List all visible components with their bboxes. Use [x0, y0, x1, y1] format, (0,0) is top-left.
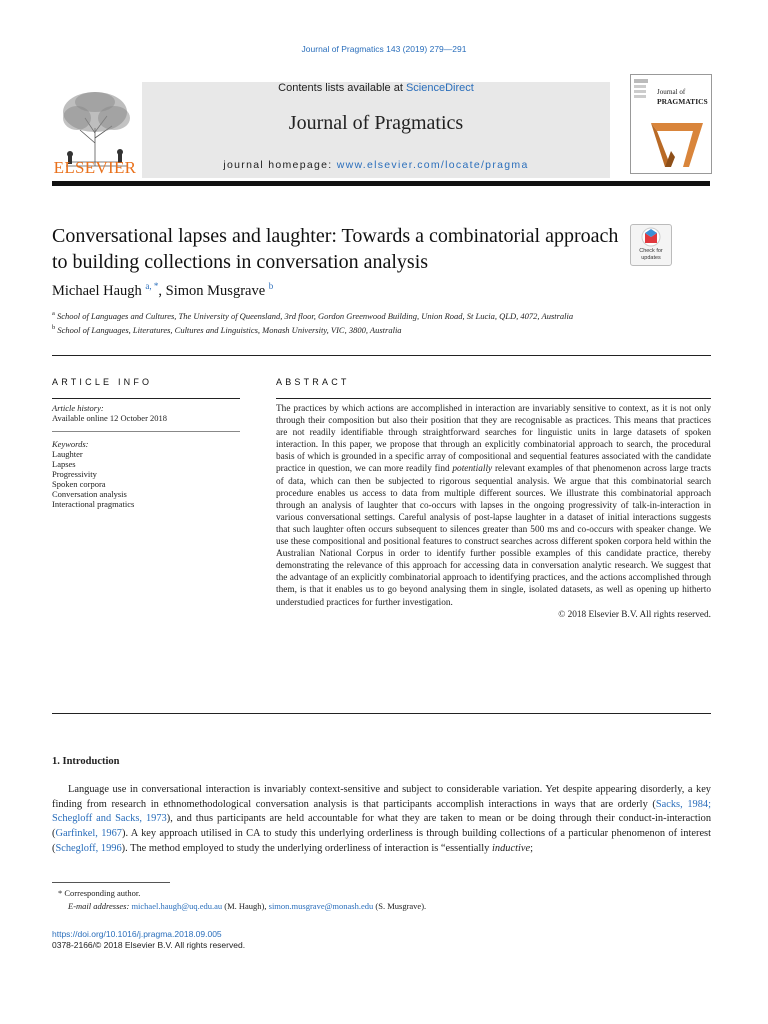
abstract-text-part: The practices by which actions are accomplished in interaction are invariably sensitive to context, as it is not only through their composition but also their position that they are recognisable as practices. This means that practices are not readily identifiable through straightforward searches for linguistic units in large datasets of spoken interaction. In this paper, we propose that through an explicitly combinatorial approach to search, the procedural basis of which is grounded in a specific array of compositional and sequential features associated with the candidate practice in question, we can more readily find: [276, 404, 711, 475]
intro-text-part: ), and thus participants are held accountable for what they are taken to mean or be doing through their conduct-in-interaction (: [52, 813, 712, 840]
intro-paragraph: [52, 783, 711, 857]
email-label: E-mail addresses:: [68, 901, 130, 911]
citation-link[interactable]: Sacks, 1984; Schegloff and Sacks, 1973: [52, 798, 711, 825]
abstract-heading: ABSTRACT: [276, 377, 350, 387]
keyword: Spoken corpora: [52, 479, 106, 489]
corresponding-author-note: [52, 887, 712, 900]
abstract-text-part: relevant examples of that phenomenon across large tracts of data, which can then be subjected to rigorous sequential analysis. We argue that this combinatorial search procedure enables us access to data from multiple different sources. We illustrate this combinatorial approach through an analysis of laughter that co-occurs with lapses in the ongoing progressivity of talk-in-interaction in various conversational settings. Careful analysis of post-lapse laughter in a dataset of initial interactions suggests that such laughter often occurs subsequent to silences greater than 500 ms and co-occurs with speaker change. We use these compositional and positional features to construct searches across different spoken corpora held within the Australian National Corpus in order to identify further possible examples of this candidate practice, thereby demonstrating the relevance of this approach for accessing data in conversation analytic research. We suggest that the advantage of an explicitly combinatorial approach to identifying practices, and the actions accomplished through them, is that it enables us to go beyond analysing them in single, isolated datasets, as well as opening up hitherto understudied practices for further investigation.: [276, 464, 711, 608]
email-link[interactable]: michael.haugh@uq.edu.au: [131, 901, 223, 911]
intro-emphasis: inductive: [491, 842, 531, 854]
history-label: Article history:: [52, 403, 104, 413]
author-affiliation-mark[interactable]: b: [268, 281, 274, 291]
check-for-updates-badge[interactable]: [630, 224, 672, 266]
author-list: [52, 281, 273, 300]
footnote-divider: [52, 882, 170, 883]
affiliation-text: School of Languages and Cultures, The University of Queensland, 3rd floor, Gordon Greenwood Building, Union Road, St Lucia, QLD, 4072, Australia: [57, 310, 574, 321]
citation-link[interactable]: Schegloff, 1996: [55, 842, 122, 854]
crossmark-line1: Check for: [639, 248, 663, 254]
divider: [52, 431, 240, 432]
footnote: [52, 887, 712, 913]
keyword: Progressivity: [52, 469, 97, 479]
citation-link[interactable]: Garfinkel, 1967: [55, 828, 122, 840]
contents-prefix: Contents lists available at: [278, 82, 406, 94]
intro-text-part: ;: [530, 842, 533, 854]
keyword: Interactional pragmatics: [52, 499, 135, 509]
sciencedirect-link[interactable]: ScienceDirect: [405, 82, 474, 94]
author-separator: ,: [158, 282, 166, 299]
email-owner: (M. Haugh),: [222, 901, 269, 911]
article-info: [52, 401, 240, 509]
email-line: [52, 900, 712, 913]
divider: [52, 398, 240, 399]
keyword: Lapses: [52, 459, 76, 469]
divider: [52, 355, 711, 356]
keyword: Laughter: [52, 449, 83, 459]
author-affiliation-mark[interactable]: a, *: [145, 281, 159, 291]
divider: [52, 713, 711, 714]
elsevier-wordmark: ELSEVIER: [53, 158, 137, 177]
keywords-label: Keywords:: [52, 439, 89, 449]
affiliation-item: [52, 322, 612, 336]
article-title: Conversational lapses and laughter: Towards a combinatorial approach to building collections in conversation analysis: [52, 225, 619, 273]
masthead-rule: [52, 181, 710, 186]
abstract-body: [276, 403, 711, 621]
contents-available-line: [142, 82, 610, 94]
section-heading: 1. Introduction: [52, 756, 120, 767]
cover-label-small: Journal of: [657, 88, 686, 96]
email-owner: (S. Musgrave).: [373, 901, 427, 911]
citation-link[interactable]: Journal of Pragmatics 143 (2019) 279—291: [301, 44, 467, 54]
doi-block: [52, 929, 245, 951]
doi-link[interactable]: https://doi.org/10.1016/j.pragma.2018.09.005: [52, 929, 222, 939]
journal-title: Journal of Pragmatics: [288, 112, 464, 134]
corresponding-label: Corresponding author.: [64, 888, 141, 898]
homepage-prefix: journal homepage:: [223, 159, 337, 171]
keyword: Conversation analysis: [52, 489, 127, 499]
intro-text-part: Language use in conversational interaction is invariably context-sensitive and subject to considerable variation. Yet despite appearing disorderly, a key finding from research in ethnomethodological conversation analysis is that participants accomplish interactions in ways that are orderly (: [52, 784, 711, 810]
divider: [276, 398, 711, 399]
affiliation-item: [52, 308, 612, 322]
abstract-copyright: © 2018 Elsevier B.V. All rights reserved.: [558, 609, 711, 620]
intro-text-part: ). The method employed to study the underlying orderliness of interaction is “essentially: [121, 842, 492, 854]
email-link[interactable]: simon.musgrave@monash.edu: [268, 901, 374, 911]
cover-label-big: PRAGMATICS: [657, 97, 708, 106]
crossmark-line2: updates: [641, 255, 661, 261]
homepage-link[interactable]: www.elsevier.com/locate/pragma: [336, 159, 529, 171]
affiliation-mark: a: [52, 310, 55, 317]
author-name: Michael Haugh: [52, 282, 142, 299]
author-name: Simon Musgrave: [165, 282, 266, 299]
footnote-star: *: [58, 888, 63, 898]
journal-homepage-line: [142, 159, 610, 171]
affiliations: [52, 308, 612, 336]
article-info-heading: ARTICLE INFO: [52, 377, 153, 387]
history-value: Available online 12 October 2018: [52, 413, 168, 423]
affiliation-text: School of Languages, Literatures, Cultures and Linguistics, Monash University, VIC, 3800, Australia: [57, 324, 402, 335]
journal-citation[interactable]: [0, 44, 768, 54]
intro-text-part: ). A key approach utilised in CA to study this underlying orderliness is through building collections of a particular phenomenon of interest (: [52, 828, 711, 854]
abstract-emphasis: potentially: [452, 464, 493, 475]
journal-cover-thumbnail[interactable]: [630, 74, 712, 174]
affiliation-mark: b: [52, 323, 56, 331]
issn-line: 0378-2166/© 2018 Elsevier B.V. All rights reserved.: [52, 940, 246, 950]
crossmark-icon: [631, 225, 671, 249]
